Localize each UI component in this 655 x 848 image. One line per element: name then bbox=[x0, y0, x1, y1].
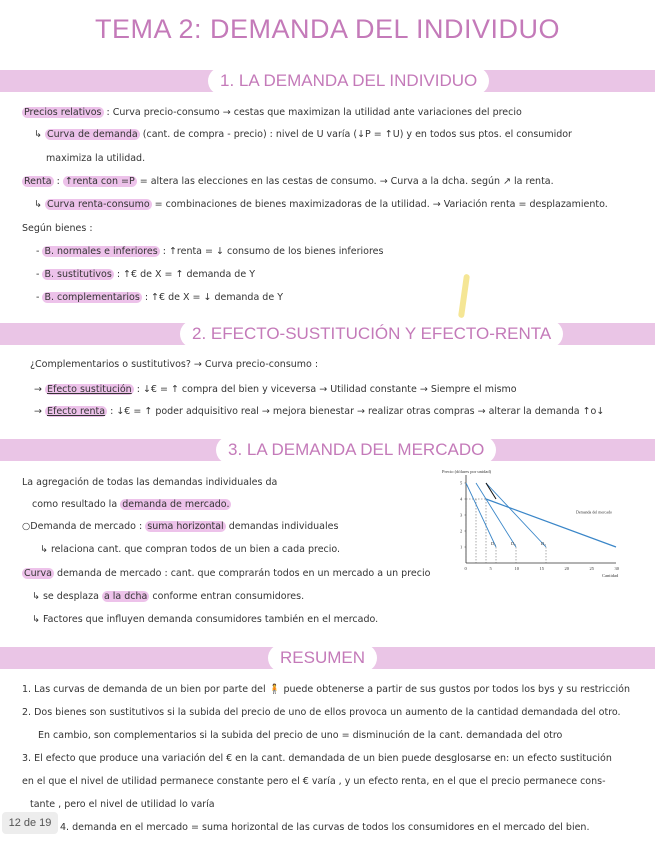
series-line bbox=[476, 483, 516, 547]
section-title-1: 1. LA DEMANDA DEL INDIVIDUO bbox=[208, 67, 489, 95]
note-line bbox=[32, 590, 304, 603]
note-text: como resultado la bbox=[32, 499, 118, 510]
note-text: demanda de mercado : cant. que comprarán todos en un mercado a un precio bbox=[57, 568, 431, 579]
note-text: : ↓€ = ↑ poder adquisitivo real → mejora bienestar → realizar otras compras → alterar la demanda ↑o↓ bbox=[110, 406, 605, 417]
note-line bbox=[22, 520, 338, 533]
x-tick-label: 10 bbox=[514, 566, 519, 571]
highlight: Efecto sustitución bbox=[46, 384, 132, 395]
summary-line: 2. Dos bienes son sustitutivos si la subida del precio de uno de ellos provoca un aumento de la cantidad demandada del otro. bbox=[22, 707, 621, 718]
highlight: ↑renta con =P bbox=[64, 176, 135, 187]
y-axis-label: Precio (dólares por unidad) bbox=[442, 469, 492, 474]
note-line bbox=[22, 106, 522, 119]
highlight: Curva bbox=[24, 568, 53, 579]
highlight: suma horizontal bbox=[147, 521, 224, 532]
summary-line: tante , pero el nivel de utilidad lo varía bbox=[30, 799, 215, 810]
page-indicator[interactable]: 12 de 19 bbox=[2, 812, 58, 834]
highlight: Curva de demanda bbox=[46, 129, 138, 140]
note-line: - B. complementarios : ↑€ de X = ↓ demanda de Y bbox=[36, 292, 283, 303]
note-text: = altera las elecciones en las cestas de consumo. → Curva a la dcha. según ↗ la renta. bbox=[139, 176, 554, 187]
note-text: ○Demanda de mercado : bbox=[22, 521, 143, 532]
x-tick-label: 15 bbox=[539, 566, 544, 571]
highlight: Renta bbox=[24, 176, 52, 187]
x-axis-label: Cantidad bbox=[602, 573, 619, 577]
note-text: : ↑€ de X = ↑ demanda de Y bbox=[116, 269, 255, 280]
x-tick-label: 20 bbox=[564, 566, 569, 571]
summary-line: 3. El efecto que produce una variación del € en la cant. demandada de un bien puede desglosarse en: un efecto sustitución bbox=[22, 753, 612, 764]
page-title: TEMA 2: DEMANDA DEL INDIVIDUO bbox=[94, 14, 561, 44]
series-line bbox=[486, 499, 616, 547]
y-tick-label: 5 bbox=[460, 480, 463, 486]
y-tick-label: 2 bbox=[460, 528, 463, 534]
market-kink-segment bbox=[486, 483, 496, 499]
x-tick-label: 5 bbox=[489, 566, 492, 571]
note-line: La agregación de todas las demandas individuales da bbox=[22, 477, 278, 488]
note-line: → Efecto sustitución : ↓€ = ↑ compra del bien y viceversa → Utilidad constante → Siempre el mismo bbox=[34, 384, 517, 395]
note-line: - B. normales e inferiores : ↑renta = ↓ consumo de los bienes inferiores bbox=[36, 246, 384, 257]
highlight: B. normales e inferiores bbox=[44, 246, 158, 257]
y-tick-label: 1 bbox=[460, 544, 463, 550]
note-text: demandas individuales bbox=[228, 521, 339, 532]
highlight: B. sustitutivos bbox=[44, 269, 112, 280]
highlight: Efecto renta bbox=[46, 406, 106, 417]
series-label: Demanda del mercado bbox=[576, 509, 612, 515]
series-label: D₃ bbox=[541, 541, 546, 546]
series-label: D₁ bbox=[491, 541, 496, 546]
note-line: Renta : ↑renta con =P = altera las elecciones en las cestas de consumo. → Curva a la dcha. según ↗ la renta. bbox=[24, 176, 554, 187]
note-line: maximiza la utilidad. bbox=[46, 153, 146, 164]
series-line bbox=[486, 483, 546, 547]
note-line bbox=[32, 498, 231, 511]
x-tick-label: 0 bbox=[464, 566, 467, 571]
x-tick-label: 30 bbox=[614, 566, 619, 571]
summary-line: 4. demanda en el mercado = suma horizontal de las curvas de todos los consumidores en el mercado del bien. bbox=[60, 822, 590, 833]
note-line: → Efecto renta : ↓€ = ↑ poder adquisitivo real → mejora bienestar → realizar otras compras → alterar la demanda ↑o↓ bbox=[34, 406, 605, 417]
highlight: B. complementarios bbox=[44, 292, 140, 303]
note-text: : ↓€ = ↑ compra del bien y viceversa → Utilidad constante → Siempre el mismo bbox=[136, 384, 517, 395]
note-text: : ↑renta = ↓ consumo de los bienes inferiores bbox=[162, 246, 384, 257]
y-tick-label: 3 bbox=[460, 512, 463, 518]
note-line bbox=[22, 567, 430, 580]
note-line: ↳ Curva renta-consumo = combinaciones de bienes maximizadoras de la utilidad. → Variación renta = desplazamiento. bbox=[34, 199, 608, 210]
highlight: Curva renta-consumo bbox=[46, 199, 150, 210]
note-line: ↳ Curva de demanda (cant. de compra - precio) : nivel de U varía (↓P = ↑U) y en todos sus ptos. el consumidor bbox=[34, 129, 572, 140]
summary-line: en el que el nivel de utilidad permanece constante pero el € varía , y un efecto renta, en el que el precio permanece cons- bbox=[22, 776, 606, 787]
note-text: (cant. de compra - precio) : nivel de U varía (↓P = ↑U) y en todos sus ptos. el consumidor bbox=[142, 129, 572, 140]
section-title-resumen: RESUMEN bbox=[268, 644, 377, 672]
summary-line: En cambio, son complementarios si la subida del precio de uno = disminución de la cant. demandada del otro bbox=[38, 730, 563, 741]
note-line: ↳ relaciona cant. que compran todos de un bien a cada precio. bbox=[40, 544, 341, 555]
note-text: = combinaciones de bienes maximizadoras de la utilidad. → Variación renta = desplazamiento. bbox=[154, 199, 608, 210]
highlight: Precios relativos bbox=[24, 107, 102, 118]
note-text: ↳ se desplaza bbox=[32, 591, 99, 602]
section-title-3: 3. LA DEMANDA DEL MERCADO bbox=[216, 436, 496, 464]
highlight: a la dcha bbox=[103, 591, 148, 602]
section-title-2: 2. EFECTO-SUSTITUCIÓN Y EFECTO-RENTA bbox=[180, 320, 563, 348]
x-tick-label: 25 bbox=[589, 566, 594, 571]
summary-line: 1. Las curvas de demanda de un bien por parte del 🧍 puede obtenerse a partir de sus gustos por todos los bys y su restricción bbox=[22, 684, 630, 695]
note-line: ¿Complementarios o sustitutivos? → Curva precio-consumo : bbox=[30, 359, 319, 370]
highlight: demanda de mercado. bbox=[122, 499, 230, 510]
note-text: : ↑€ de X = ↓ demanda de Y bbox=[144, 292, 283, 303]
note-line: ↳ Factores que influyen demanda consumidores también en el mercado. bbox=[32, 614, 379, 625]
note-line: Según bienes : bbox=[22, 223, 93, 234]
market-demand-chart bbox=[428, 465, 623, 577]
note-text: conforme entran consumidores. bbox=[152, 591, 305, 602]
note-line: - B. sustitutivos : ↑€ de X = ↑ demanda de Y bbox=[36, 269, 255, 280]
y-tick-label: 4 bbox=[460, 496, 463, 502]
series-label: D₂ bbox=[511, 541, 516, 546]
note-text: : Curva precio-consumo → cestas que maximizan la utilidad ante variaciones del precio bbox=[106, 107, 522, 118]
highlighter-mark bbox=[458, 274, 470, 318]
